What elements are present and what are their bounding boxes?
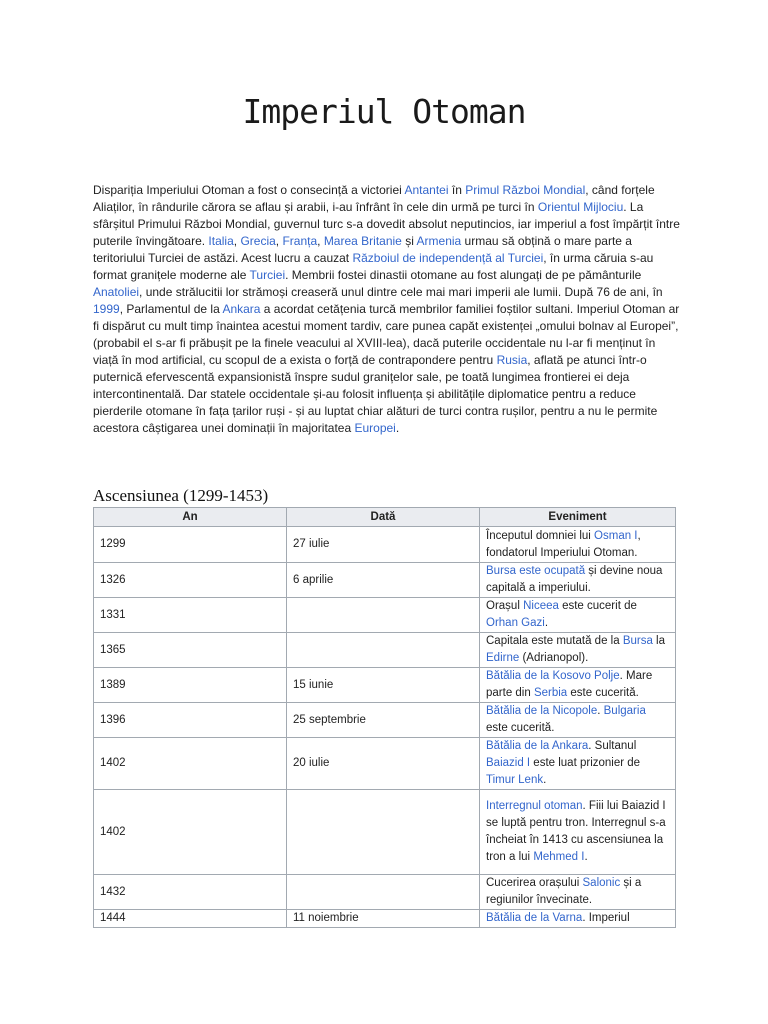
inline-link[interactable]: Serbia	[533, 687, 568, 699]
header-eveniment: Eveniment	[480, 508, 676, 527]
inline-link[interactable]: Ankara	[222, 302, 261, 316]
inline-link[interactable]: Rusia	[496, 353, 528, 367]
cell-data: 20 iulie	[287, 738, 480, 790]
inline-link[interactable]: Timur Lenk	[486, 774, 544, 786]
text-span: , fondatorul Imperiului Otoman.	[486, 529, 641, 559]
cell-an: 1432	[94, 875, 287, 910]
text-span: este cucerită.	[486, 722, 555, 734]
inline-link[interactable]: Antantei	[404, 183, 449, 197]
text-span: Orașul	[486, 600, 524, 612]
cell-an: 1299	[94, 527, 287, 563]
table-row	[94, 527, 676, 563]
table-row	[94, 668, 676, 703]
cell-an: 1365	[94, 633, 287, 668]
inline-link[interactable]: Europei	[354, 421, 396, 435]
cell-eveniment	[480, 633, 676, 668]
inline-link[interactable]: 1999	[93, 302, 120, 316]
inline-link[interactable]: Italia	[208, 234, 234, 248]
table-row	[94, 790, 676, 875]
cell-eveniment	[480, 738, 676, 790]
inline-link[interactable]: Franța	[282, 234, 318, 248]
text-span: .	[597, 705, 604, 717]
inline-link[interactable]: Bătălia de la Ankara	[486, 740, 589, 752]
cell-eveniment	[480, 790, 676, 875]
inline-link[interactable]: Edirne	[486, 652, 520, 664]
cell-eveniment	[480, 563, 676, 598]
table-row	[94, 598, 676, 633]
text-span: ,	[317, 234, 324, 248]
table-row	[94, 738, 676, 790]
inline-link[interactable]: Marea Britanie	[323, 234, 402, 248]
page-title: Imperiul Otoman	[242, 92, 526, 131]
table-row	[94, 875, 676, 910]
cell-eveniment	[480, 703, 676, 738]
cell-data	[287, 790, 480, 875]
table-row	[94, 633, 676, 668]
cell-eveniment	[480, 875, 676, 910]
inline-link[interactable]: Bursa	[622, 635, 653, 647]
text-span: (Adrianopol).	[519, 652, 589, 664]
table-header-row	[94, 508, 676, 527]
inline-link[interactable]: Bătălia de la Varna	[486, 912, 583, 924]
text-span: Cucerirea orașului	[486, 877, 583, 889]
text-span: Capitala este mutată de la	[486, 635, 623, 647]
cell-an: 1326	[94, 563, 287, 598]
text-span: .	[395, 421, 400, 435]
cell-an: 1402	[94, 790, 287, 875]
text-span: , când forțele Aliaților, în rândurile cărora se aflau și arabii, i-au înfrânt în cele din urmă pe turci în	[93, 183, 655, 214]
text-span: . Sultanul	[588, 740, 637, 752]
inline-link[interactable]: Bulgaria	[603, 705, 646, 717]
inline-link[interactable]: Turciei	[249, 268, 286, 282]
text-span: , în urma căruia s-au format granițele moderne ale	[93, 251, 654, 282]
text-span: este cucerită.	[567, 687, 639, 699]
events-table	[93, 507, 676, 928]
text-span: și a regiunilor învecinate.	[486, 877, 642, 906]
inline-link[interactable]: Baiazid I	[486, 757, 531, 769]
cell-eveniment	[480, 910, 676, 928]
cell-an: 1402	[94, 738, 287, 790]
cell-data	[287, 598, 480, 633]
text-span: este luat prizonier de	[530, 757, 641, 769]
inline-link[interactable]: Orhan Gazi	[486, 617, 545, 629]
intro-paragraph	[93, 182, 683, 437]
header-an: An	[94, 508, 287, 527]
cell-data	[287, 875, 480, 910]
text-span: în	[448, 183, 466, 197]
text-span: și devine noua capitală a imperiului.	[486, 565, 663, 594]
text-span: este cucerit de	[558, 600, 637, 612]
inline-link[interactable]: Bursa este ocupată	[486, 565, 586, 577]
cell-data: 15 iunie	[287, 668, 480, 703]
cell-eveniment	[480, 598, 676, 633]
text-span: Începutul domniei lui	[486, 529, 595, 542]
text-span: , Parlamentul de la	[119, 302, 223, 316]
cell-an: 1331	[94, 598, 287, 633]
cell-eveniment	[480, 668, 676, 703]
cell-eveniment	[480, 527, 676, 563]
inline-link[interactable]: Bătălia de la Kosovo Polje	[486, 670, 620, 682]
text-span: , aflată pe atunci într-o puternică efervescentă expansionistă înspre sudul granițelor sale, pe toată lungimea frontierei ei deja intercontinentală. Dar statele occidentale și-au folosit influența și abilitățile diplomatice pentru a reduce pierderile otomane în fața țarilor ruși - și au luptat chiar alături de turci contra rușilor, pentru a nu le permite acestora câștigarea unei dominații în majoritatea	[93, 353, 658, 435]
text-span: , unde strălucitii lor strămoși creaseră unul dintre cele mai mari imperii ale lumii. După 76 de ani, în	[139, 285, 663, 299]
text-span: la	[652, 635, 666, 647]
cell-data: 11 noiembrie	[287, 910, 480, 928]
table-row	[94, 910, 676, 928]
table-row	[94, 703, 676, 738]
inline-link[interactable]: Salonic	[582, 877, 621, 889]
inline-link[interactable]: Bătălia de la Nicopole	[486, 705, 598, 717]
inline-link[interactable]: Războiul de independență al Turciei	[352, 251, 544, 265]
inline-link[interactable]: Niceea	[523, 600, 559, 612]
inline-link[interactable]: Primul Război Mondial	[465, 183, 586, 197]
cell-data: 6 aprilie	[287, 563, 480, 598]
inline-link[interactable]: Osman I	[594, 529, 638, 542]
inline-link[interactable]: Armenia	[416, 234, 462, 248]
text-span: .	[544, 617, 549, 629]
text-span: . Imperiul	[582, 912, 630, 924]
text-span: a acordat cetățenia turcă membrilor familiei foștilor sultani. Imperiul Otoman ar fi dispărut cu mult timp înaintea acestui moment tardiv, care punea capăt existenței „omului bolnav al Europei”, (probabil el s-ar fi prăbușit pe la finele veacului al XVIII-lea), dacă puterile occidentale nu l-ar fi menținut în viață în mod artificial, cu scopul de a exista o forță de contrapondere pentru	[93, 302, 680, 367]
text-span: ,	[275, 234, 283, 248]
text-span: .	[543, 774, 547, 786]
table-row	[94, 563, 676, 598]
cell-data	[287, 633, 480, 668]
inline-link[interactable]: Anatoliei	[93, 285, 140, 299]
text-span: . Membrii fostei dinastii otomane au fost alungați de pe pământurile	[285, 268, 642, 282]
inline-link[interactable]: Mehmed I	[533, 851, 585, 863]
cell-an: 1396	[94, 703, 287, 738]
text-span: Dispariția Imperiului Otoman a fost o consecință a victoriei	[93, 183, 405, 197]
inline-link[interactable]: Interregnul otoman	[486, 800, 583, 812]
cell-an: 1444	[94, 910, 287, 928]
text-span: .	[584, 851, 588, 863]
inline-link[interactable]: Grecia	[240, 234, 276, 248]
text-span: urmau să obțină o mare parte a teritoriului Turciei de astăzi. Acest lucru a cauzat	[93, 234, 632, 265]
text-span: . Fiii lui Baiazid I se luptă pentru tron. Interregnul s-a încheiat în 1413 cu ascensiunea la tron a lui	[486, 800, 666, 863]
cell-data: 25 septembrie	[287, 703, 480, 738]
cell-data: 27 iulie	[287, 527, 480, 563]
text-span: . La sfârșitul Primului Război Mondial, guvernul turc s-a dovedit absolut neputincios, iar imperiul a fost împărțit între puterile învingătoare.	[93, 200, 680, 248]
section-heading: Ascensiunea (1299-1453)	[93, 486, 269, 505]
header-data: Dată	[287, 508, 480, 527]
text-span: și	[401, 234, 417, 248]
text-span: ,	[233, 234, 241, 248]
text-span: . Mare parte din	[486, 670, 653, 699]
cell-an: 1389	[94, 668, 287, 703]
inline-link[interactable]: Orientul Mijlociu	[537, 200, 624, 214]
